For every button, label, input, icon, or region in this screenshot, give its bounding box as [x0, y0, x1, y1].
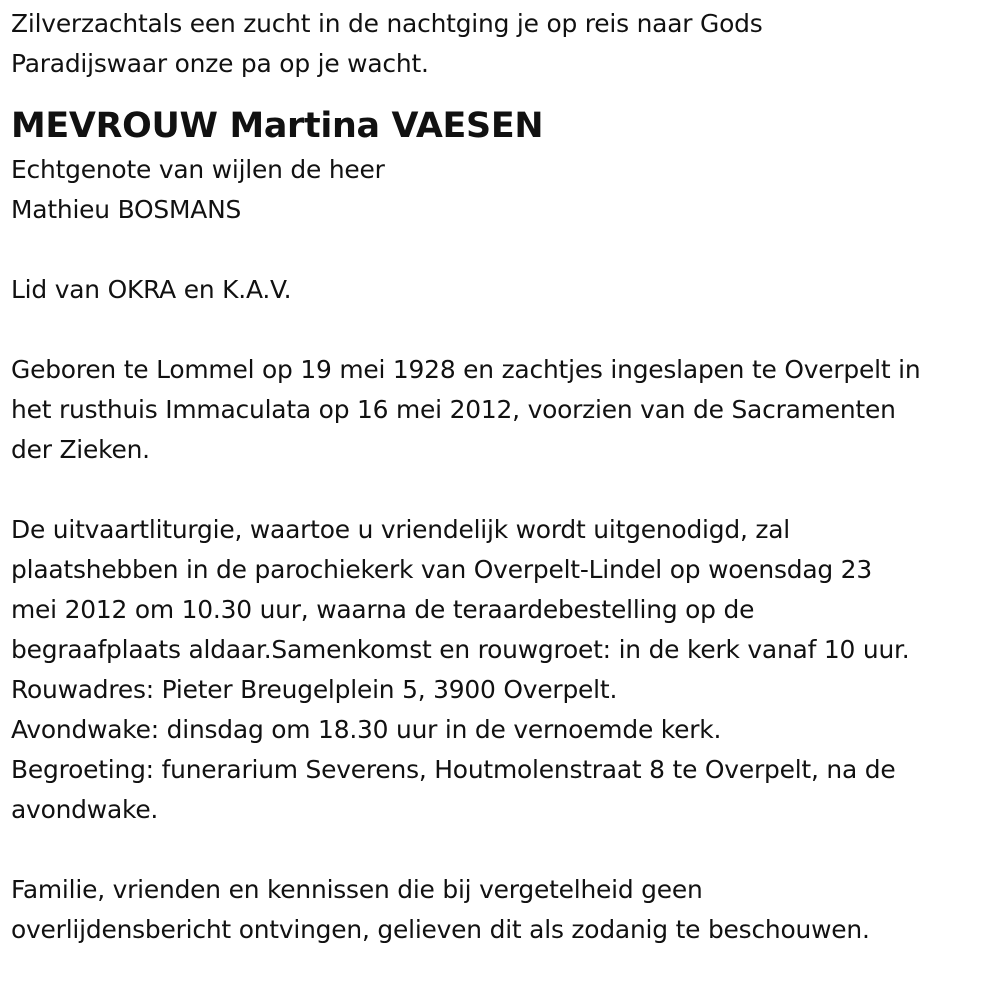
condolence-address: Rouwadres: Pieter Breugelplein 5, 3900 Overpelt.: [11, 675, 618, 704]
spouse-line: Mathieu BOSMANS: [11, 195, 242, 224]
spacer: [11, 230, 1000, 270]
notice-line: Familie, vrienden en kennissen die bij vergetelheid geen: [11, 875, 703, 904]
birth-death-line: het rusthuis Immaculata op 16 mei 2012, voorzien van de Sacramenten: [11, 395, 896, 424]
birth-death-line: der Zieken.: [11, 435, 150, 464]
funeral-line: begraafplaats aldaar.Samenkomst en rouwgroet: in de kerk vanaf 10 uur.: [11, 635, 910, 664]
spacer: [11, 470, 1000, 510]
closing-notice: [11, 870, 1000, 950]
wake-info: Avondwake: dinsdag om 18.30 uur in de vernoemde kerk.: [11, 715, 722, 744]
funeral-info: [11, 510, 1000, 830]
poem-line: Paradijswaar onze pa op je wacht.: [11, 49, 429, 78]
funeral-line: mei 2012 om 10.30 uur, waarna de teraardebestelling op de: [11, 595, 755, 624]
poem-line: Zilverzachtals een zucht in de nachtging je op reis naar Gods: [11, 9, 763, 38]
visitation-line: Begroeting: funerarium Severens, Houtmolenstraat 8 te Overpelt, na de: [11, 755, 896, 784]
spacer: [11, 830, 1000, 870]
spouse-line: Echtgenote van wijlen de heer: [11, 155, 385, 184]
poem: [11, 4, 1000, 84]
visitation-line: avondwake.: [11, 795, 159, 824]
deceased-name: MEVROUW Martina VAESEN: [11, 106, 544, 146]
membership: Lid van OKRA en K.A.V.: [11, 275, 292, 304]
birth-death-line: Geboren te Lommel op 19 mei 1928 en zachtjes ingeslapen te Overpelt in: [11, 355, 921, 384]
notice-line: overlijdensbericht ontvingen, gelieven dit als zodanig te beschouwen.: [11, 915, 870, 944]
spouse-info: [11, 150, 1000, 230]
funeral-line: plaatshebben in de parochiekerk van Overpelt-Lindel op woensdag 23: [11, 555, 872, 584]
spacer: [11, 310, 1000, 350]
birth-death-info: [11, 350, 1000, 470]
funeral-line: De uitvaartliturgie, waartoe u vriendelijk wordt uitgenodigd, zal: [11, 515, 791, 544]
